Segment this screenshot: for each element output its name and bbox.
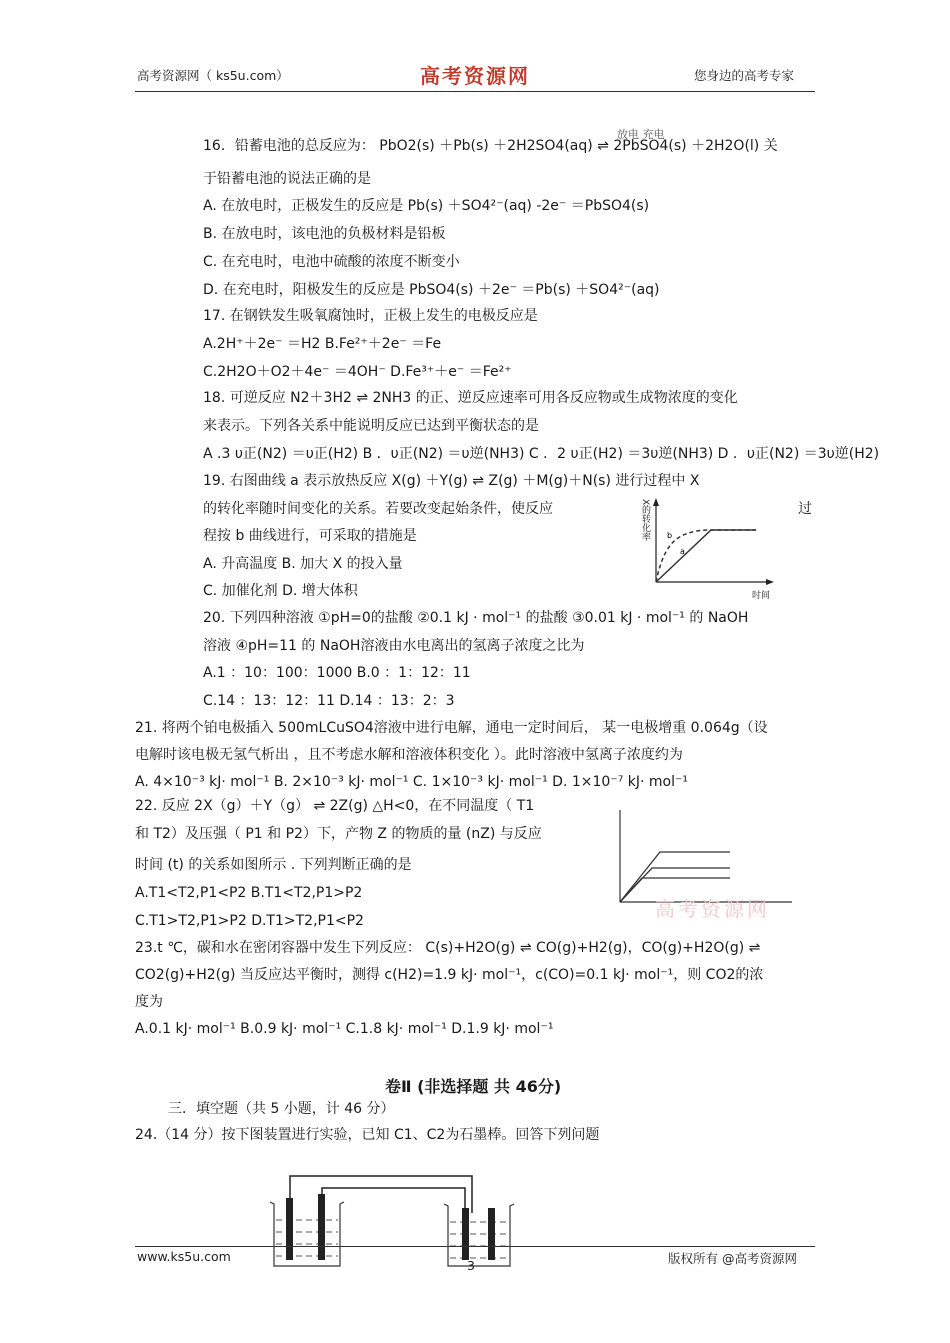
q23-line3: 度为 xyxy=(135,994,163,1010)
q24-electrode-right-2 xyxy=(488,1208,495,1260)
header-rule xyxy=(135,91,815,92)
q19-y-arrow xyxy=(653,498,659,506)
footer-rule xyxy=(135,1246,815,1247)
q19-label-b: b xyxy=(667,531,673,540)
q19-options-ab: A. 升高温度 B. 加大 X 的投入量 xyxy=(203,556,403,572)
q24-apparatus xyxy=(260,1168,530,1268)
q22-line3: 时间 (t) 的关系如图所示 . 下列判断正确的是 xyxy=(135,857,412,873)
q21-line1: 21. 将两个铂电极插入 500mLCuSO4溶液中进行电解，通电一定时间后， 某一电极增重 0.064g（设 xyxy=(135,720,768,736)
q19-line1: 19. 右图曲线 a 表示放热反应 X(g) ＋Y(g) ⇌ Z(g) ＋M(g)＋N(s) 进行过程中 X xyxy=(203,473,700,489)
q19-x-arrow xyxy=(766,579,774,585)
q16-option-a: A. 在放电时，正极发生的反应是 Pb(s) ＋SO4²⁻(aq) -2e⁻ ＝PbSO4(s) xyxy=(203,198,650,214)
q19-label-a: a xyxy=(680,547,685,556)
q23-line1: 23.t ℃，碳和水在密闭容器中发生下列反应： C(s)+H2O(g) ⇌ CO(g)+H2(g)，CO(g)+H2O(g) ⇌ xyxy=(135,940,761,956)
q16-option-b: B. 在放电时，该电池的负极材料是铅板 xyxy=(203,226,446,242)
q24-electrode-left-1 xyxy=(286,1198,293,1260)
q19-options-cd: C. 加催化剂 D. 增大体积 xyxy=(203,583,358,599)
q16-line1: 16．铅蓄电池的总反应为： PbO2(s) ＋Pb(s) ＋2H2SO4(aq) ⇌ 2PbSO4(s) ＋2H2O(l) 关 xyxy=(203,138,778,154)
page-number: 3 xyxy=(467,1258,475,1273)
q16-line2: 于铅蓄电池的说法正确的是 xyxy=(203,171,371,187)
q18-options: A .3 υ正(N2) ＝υ正(H2) B ．υ正(N2) ＝υ逆(NH3) C ．2 υ正(H2) ＝3υ逆(NH3) D ．υ正(N2) ＝3υ逆(H2) xyxy=(203,446,880,462)
q23-options: A.0.1 kJ· mol⁻¹ B.0.9 kJ· mol⁻¹ C.1.8 kJ· mol⁻¹ D.1.9 kJ· mol⁻¹ xyxy=(135,1021,554,1037)
q21-line2: 电解时该电极无氢气析出 ，且不考虑水解和溶液体积变化 ）。此时溶液中氢离子浓度约为 xyxy=(135,747,683,763)
footer-left: www.ks5u.com xyxy=(137,1249,231,1264)
q20-options-cd: C.14 ：13：12：11 D.14 ：13：2：3 xyxy=(203,693,455,709)
q23-line2: CO2(g)+H2(g) 当反应达平衡时，测得 c(H2)=1.9 kJ· mol⁻¹，c(CO)=0.1 kJ· mol⁻¹，则 CO2的浓 xyxy=(135,967,764,983)
q19-figure xyxy=(636,494,778,600)
q19-line2-end: 过 xyxy=(798,501,812,517)
q19-line3: 程按 b 曲线进行，可采取的措施是 xyxy=(203,528,417,544)
header-right: 您身边的高考专家 xyxy=(694,68,795,83)
q22-line2: 和 T2）及压强（ P1 和 P2）下，产物 Z 的物质的量 (nZ) 与反应 xyxy=(135,826,542,842)
q19-xlabel: 时间 xyxy=(752,591,771,601)
header-left: 高考资源网（ ks5u.com） xyxy=(137,68,289,83)
section-subtitle: 三．填空题（共 5 小题，计 46 分） xyxy=(168,1101,395,1117)
q19-ylabel: X的转化率 xyxy=(640,499,650,542)
q16-option-d: D. 在充电时，阳极发生的反应是 PbSO4(s) ＋2e⁻ ＝Pb(s) ＋SO4²⁻(aq) xyxy=(203,282,660,298)
q24-electrode-left-2 xyxy=(318,1194,325,1260)
q22-options-cd: C.T1>T2,P1>P2 D.T1>T2,P1<P2 xyxy=(135,913,364,929)
header-logo: 高考资源网 xyxy=(420,64,530,88)
q18-line2: 来表示。下列各关系中能说明反应已达到平衡状态的是 xyxy=(203,418,539,434)
q16-option-c: C. 在充电时，电池中硫酸的浓度不断变小 xyxy=(203,254,460,270)
q20-line2: 溶液 ④pH=11 的 NaOH溶液由水电离出的氢离子浓度之比为 xyxy=(203,638,585,654)
q19-line2: 的转化率随时间变化的关系。若要改变起始条件，使反应 xyxy=(203,501,553,517)
q17-options-ab: A.2H⁺＋2e⁻ ＝H2 B.Fe²⁺＋2e⁻ ＝Fe xyxy=(203,336,442,352)
q24-wire-inner xyxy=(322,1188,465,1258)
q20-line1: 20. 下列四种溶液 ①pH=0的盐酸 ②0.1 kJ · mol⁻¹ 的盐酸 ③0.01 kJ · mol⁻¹ 的 NaOH xyxy=(203,610,749,626)
q17-options-cd: C.2H2O＋O2＋4e⁻ ＝4OH⁻ D.Fe³⁺＋e⁻ ＝Fe²⁺ xyxy=(203,364,512,380)
q24-beaker-right xyxy=(444,1204,514,1266)
q22-options-ab: A.T1<T2,P1<P2 B.T1<T2,P1>P2 xyxy=(135,885,363,901)
watermark: 高考资源网 xyxy=(655,897,770,921)
q22-line1: 22. 反应 2X（g）＋Y（g） ⇌ 2Z(g) △H<0，在不同温度（ T1 xyxy=(135,798,535,814)
q24-electrode-right-1 xyxy=(462,1208,469,1260)
charge-label: 放电 充电 xyxy=(617,128,665,141)
q18-line1: 18. 可逆反应 N2＋3H2 ⇌ 2NH3 的正、逆反应速率可用各反应物或生成物浓度的变化 xyxy=(203,390,738,406)
footer-right: 版权所有 @高考资源网 xyxy=(668,1251,797,1266)
q21-options: A. 4×10⁻³ kJ· mol⁻¹ B. 2×10⁻³ kJ· mol⁻¹ C. 1×10⁻³ kJ· mol⁻¹ D. 1×10⁻⁷ kJ· mol⁻¹ xyxy=(135,774,688,790)
q17-stem: 17. 在钢铁发生吸氧腐蚀时，正极上发生的电极反应是 xyxy=(203,308,538,324)
q20-options-ab: A.1 ：10：100：1000 B.0 ：1：12：11 xyxy=(203,665,471,681)
q24-stem: 24.（14 分）按下图装置进行实验，已知 C1、C2为石墨棒。回答下列问题 xyxy=(135,1127,600,1143)
section-title: 卷Ⅱ (非选择题 共 46分) xyxy=(385,1077,562,1096)
